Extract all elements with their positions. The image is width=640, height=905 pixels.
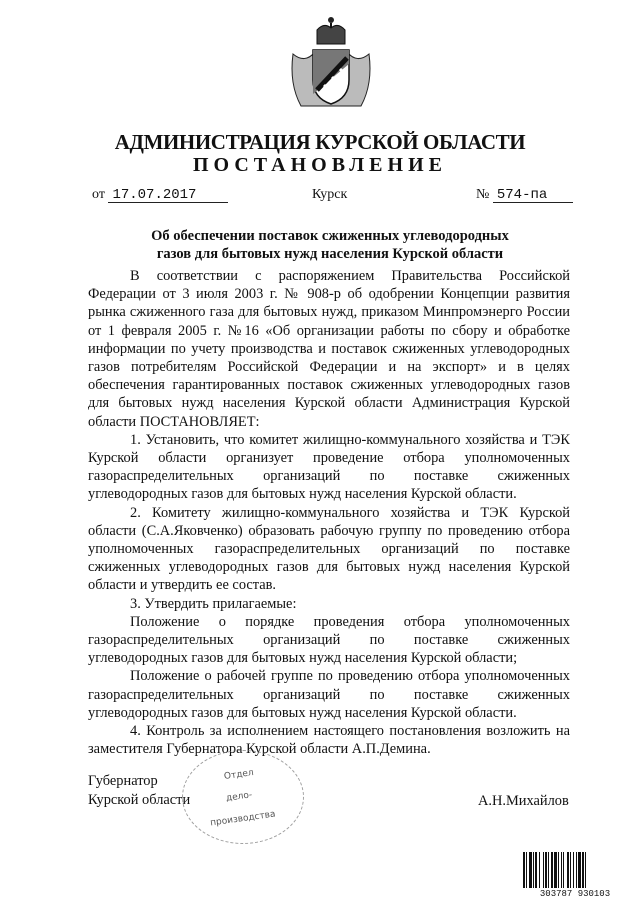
date-value: 17.07.2017 [108,188,228,203]
barcode-icon [523,852,627,888]
date-prefix: от [92,187,105,202]
number-prefix: № [476,187,490,202]
item-3-paragraph: 3. Утвердить прилагаемые: [130,595,297,612]
stamp-text-1: Отдел [223,767,255,783]
official-stamp [172,746,312,846]
subject-line-1: Об обеспечении поставок сжиженных углеводородных [151,228,509,244]
position-line-1: Губернатор [88,773,158,789]
signatory-position [88,772,190,809]
document-date [92,187,228,203]
barcode-digits: 303787 930103 [539,889,611,899]
stamp-text-3: производства [209,809,277,829]
subject-line-2: газов для бытовых нужд населения Курской области [156,246,504,262]
stamp-text-2: дело- [225,790,253,804]
document-subject [100,227,560,263]
item-3b-paragraph: Положение о рабочей группе по проведению отбора уполномоченных газораспределительных организаций по поставке сжиженных углеводородных газов для бытовых нужд населения Курской области. [88,668,570,721]
document-city: Курск [312,187,348,202]
item-3a-paragraph: Положение о порядке проведения отбора уполномоченных газораспределительных организаций по поставке сжиженных углеводородных газов для бытовых нужд населения Курской области; [88,613,570,667]
organization-title: АДМИНИСТРАЦИЯ КУРСКОЙ ОБЛАСТИ [114,130,526,154]
document-number [476,187,573,203]
item-4-paragraph: 4. Контроль за исполнением настоящего постановления возложить на заместителя Губернатора Курской области А.П.Демина. [88,723,570,758]
item-1-paragraph: 1. Установить, что комитет жилищно-коммунального хозяйства и ТЭК Курской области организует проведение отбора уполномоченных газораспределительных организаций по поставке сжиженных углеводородных газов для бытовых нужд населения Курской области. [88,431,570,503]
coat-of-arms-icon [287,14,375,112]
document-type: ПОСТАНОВЛЕНИЕ [193,154,447,176]
signatory-name: А.Н.Михайлов [478,793,569,809]
item-2-paragraph: 2. Комитету жилищно-коммунального хозяйства и ТЭК Курской области (С.А.Яковченко) образовать рабочую группу по проведению отбора уполномоченных газораспределительных организаций по поставке сжиженных углеводородных газов для бытовых нужд населения Курской области и утвердить ее состав. [88,504,570,594]
preamble-paragraph: В соответствии с распоряжением Правительства Российской Федерации от 3 июля 2003 г. № 908-р об одобрении Концепции развития рынка сжиженного газа для бытовых нужд, приказом Минпромэнерго России от 1 февраля 2005 г. №16 «Об организации работы по сбору и обработке информации по учету производства и поставок сжиженных углеводородных газов потребителям Российской Федерации и на экспорт» и в целях обеспечения гарантированных поставок сжиженных углеводородных газов для бытовых нужд населения Курской области Администрация Курской области ПОСТАНОВЛЯЕТ: [88,268,570,430]
document-body [88,267,570,758]
number-value: 574-па [493,188,573,203]
position-line-2: Курской области [88,791,191,808]
